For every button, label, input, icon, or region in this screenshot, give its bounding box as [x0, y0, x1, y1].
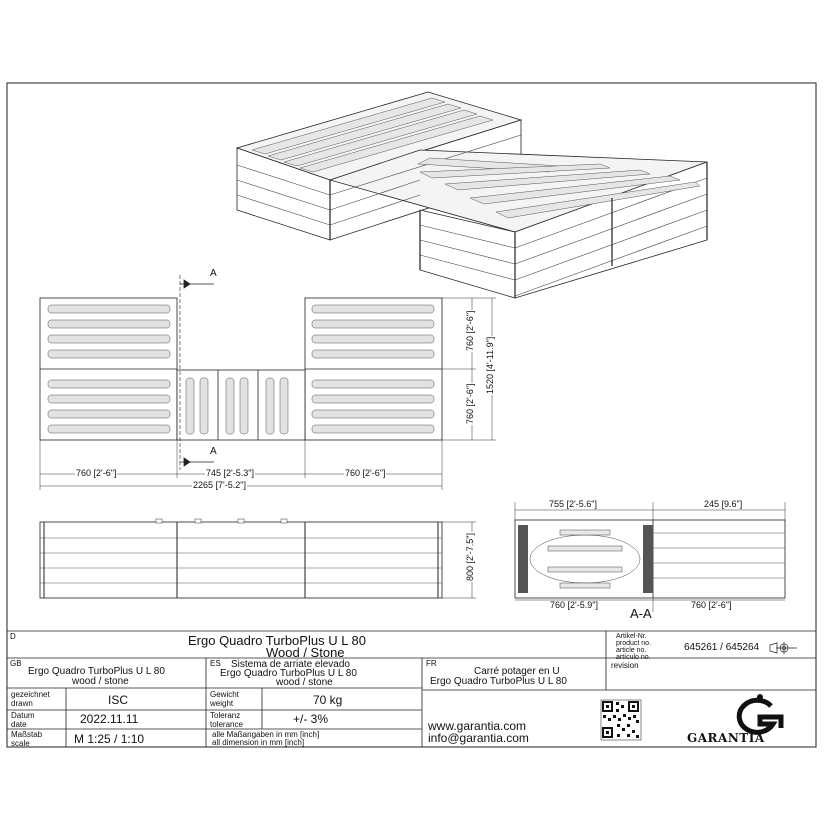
- gb-title-line2: wood / stone: [72, 676, 129, 687]
- weight-label: Gewicht weight: [210, 690, 239, 708]
- date-value: 2022.11.11: [80, 712, 139, 726]
- title-d-line2: Wood / Stone: [266, 645, 345, 660]
- section-title: A-A: [630, 606, 652, 621]
- dim-section-top-right: 245 [9.6"]: [704, 499, 743, 509]
- qr-code: [601, 700, 641, 740]
- dim-plan-middle-width: 745 [2'-5.3"]: [206, 468, 254, 478]
- weight-value: 70 kg: [313, 693, 343, 707]
- email-link[interactable]: info@garantia.com: [428, 731, 529, 745]
- scale-label: Maßstab scale: [11, 730, 43, 748]
- dimension-note-line2: all dimension in mm [inch]: [212, 738, 305, 747]
- section-mark-top: A: [210, 268, 217, 279]
- gb-title-line1: Ergo Quadro TurboPlus U L 80: [28, 666, 165, 677]
- title-d-line1-text: Ergo Quadro TurboPlus U L 80: [188, 633, 367, 648]
- lang-code-d: D: [10, 632, 16, 641]
- dim-elevation-height: 800 [2'-7.5"]: [465, 533, 475, 581]
- scale-value: M 1:25 / 1:10: [74, 732, 145, 746]
- section-a-a-view: [515, 499, 785, 612]
- article-label: Artikel-Nr. product no. article no. artículo no.: [616, 633, 652, 661]
- isometric-view: [237, 92, 707, 298]
- dim-section-bottom-right: 760 [2'-6"]: [691, 600, 732, 610]
- dim-plan-right-width: 760 [2'-6"]: [345, 468, 386, 478]
- article-number: 645261 / 645264: [684, 642, 760, 653]
- projection-symbol-icon: [770, 642, 797, 654]
- es-title-line1: Sistema de arriate elevado: [231, 659, 350, 670]
- section-mark-bottom: A: [210, 446, 217, 457]
- fr-title-line1: Carré potager en U: [474, 666, 560, 677]
- tolerance-label: Toleranz tolerance: [210, 711, 243, 729]
- fr-title-line2: Ergo Quadro TurboPlus U L 80: [430, 676, 567, 687]
- dim-plan-left-width: 760 [2'-6"]: [76, 468, 117, 478]
- dim-plan-total-width: 2265 [7'-5.2"]: [193, 480, 246, 490]
- plan-view: [40, 275, 496, 490]
- dim-plan-lower-height: 760 [2'-6"]: [465, 383, 475, 424]
- date-label: Datum date: [11, 711, 35, 729]
- es-title-line3: wood / stone: [276, 677, 333, 688]
- brand-name: GARANTIA: [687, 731, 765, 745]
- tolerance-value: +/- 3%: [293, 712, 329, 726]
- dimension-note-line1: alle Maßangaben in mm [inch]: [212, 730, 320, 739]
- lang-code-fr: FR: [426, 659, 437, 668]
- drawn-value: ISC: [108, 693, 129, 707]
- revision-label: revision: [611, 661, 639, 670]
- website-link[interactable]: www.garantia.com: [428, 719, 527, 733]
- elevation-view: [40, 519, 476, 598]
- drawn-label: gezeichnet drawn: [11, 690, 50, 708]
- lang-code-gb: GB: [10, 659, 22, 668]
- dim-section-top-left: 755 [2'-5.6"]: [549, 499, 597, 509]
- dim-plan-total-height: 1520 [4'-11.9"]: [485, 336, 495, 394]
- dim-section-bottom-left: 760 [2'-5.9"]: [550, 600, 598, 610]
- lang-code-es: ES: [210, 659, 221, 668]
- garantia-logo: [739, 694, 781, 732]
- dim-plan-upper-height: 760 [2'-6"]: [465, 310, 475, 351]
- es-title-line2: Ergo Quadro TurboPlus U L 80: [220, 668, 357, 679]
